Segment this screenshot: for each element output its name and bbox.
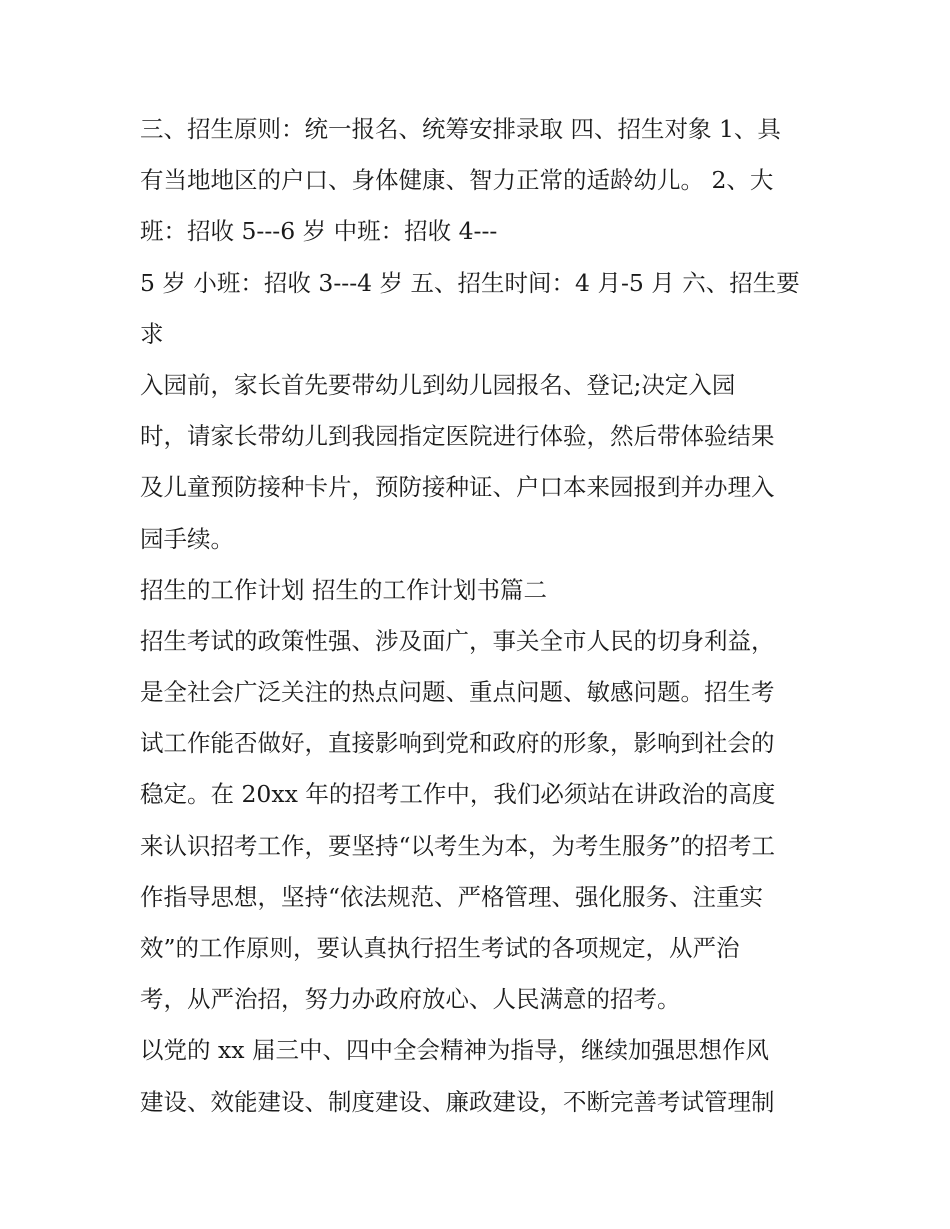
text-line-1: 三、招生原则：统一报名、统筹安排录取 四、招生对象 1、具 — [140, 115, 781, 143]
text-line-20: 建设、效能建设、制度建设、廉政建设，不断完善考试管理制 — [140, 1087, 775, 1116]
text-line-7: 时，请家长带幼儿到我园指定医院进行体验，然后带体验结果 — [140, 422, 775, 451]
text-line-3: 班：招收 5---6 岁 中班：招收 4--- — [140, 217, 498, 246]
document-body — [140, 104, 830, 1128]
section-heading: 招生的工作计划 招生的工作计划书篇二 — [140, 575, 547, 604]
text-line-13: 试工作能否做好，直接影响到党和政府的形象，影响到社会的 — [140, 729, 775, 758]
text-line-5: 求 — [140, 319, 164, 348]
text-line-17: 效”的工作原则，要认真执行招生考试的各项规定，从严治 — [140, 934, 740, 962]
text-line-2: 有当地地区的户口、身体健康、智力正常的适龄幼儿。 2、大 — [140, 166, 774, 195]
text-line-15: 来认识招考工作，要坚持“以考生为本，为考生服务”的招考工 — [140, 831, 776, 860]
text-line-14: 稳定。在 20xx 年的招考工作中，我们必须站在讲政治的高度 — [140, 780, 776, 809]
text-line-9: 园手续。 — [140, 524, 234, 553]
text-line-16: 作指导思想，坚持“依法规范、严格管理、强化服务、注重实 — [140, 882, 764, 911]
text-line-19: 以党的 xx 届三中、四中全会精神为指导，继续加强思想作风 — [140, 1036, 769, 1065]
text-line-6: 入园前，家长首先要带幼儿到幼儿园报名、登记;决定入园 — [140, 370, 736, 399]
text-line-12: 是全社会广泛关注的热点问题、重点问题、敏感问题。招生考 — [140, 678, 775, 707]
text-line-8: 及儿童预防接种卡片，预防接种证、户口本来园报到并办理入 — [140, 473, 775, 502]
text-line-4: 5 岁 小班：招收 3---4 岁 五、招生时间：4 月-5 月 六、招生要 — [140, 268, 800, 297]
text-line-11: 招生考试的政策性强、涉及面广，事关全市人民的切身利益， — [140, 626, 775, 655]
text-line-18: 考，从严治招，努力办政府放心、人民满意的招考。 — [140, 985, 681, 1014]
